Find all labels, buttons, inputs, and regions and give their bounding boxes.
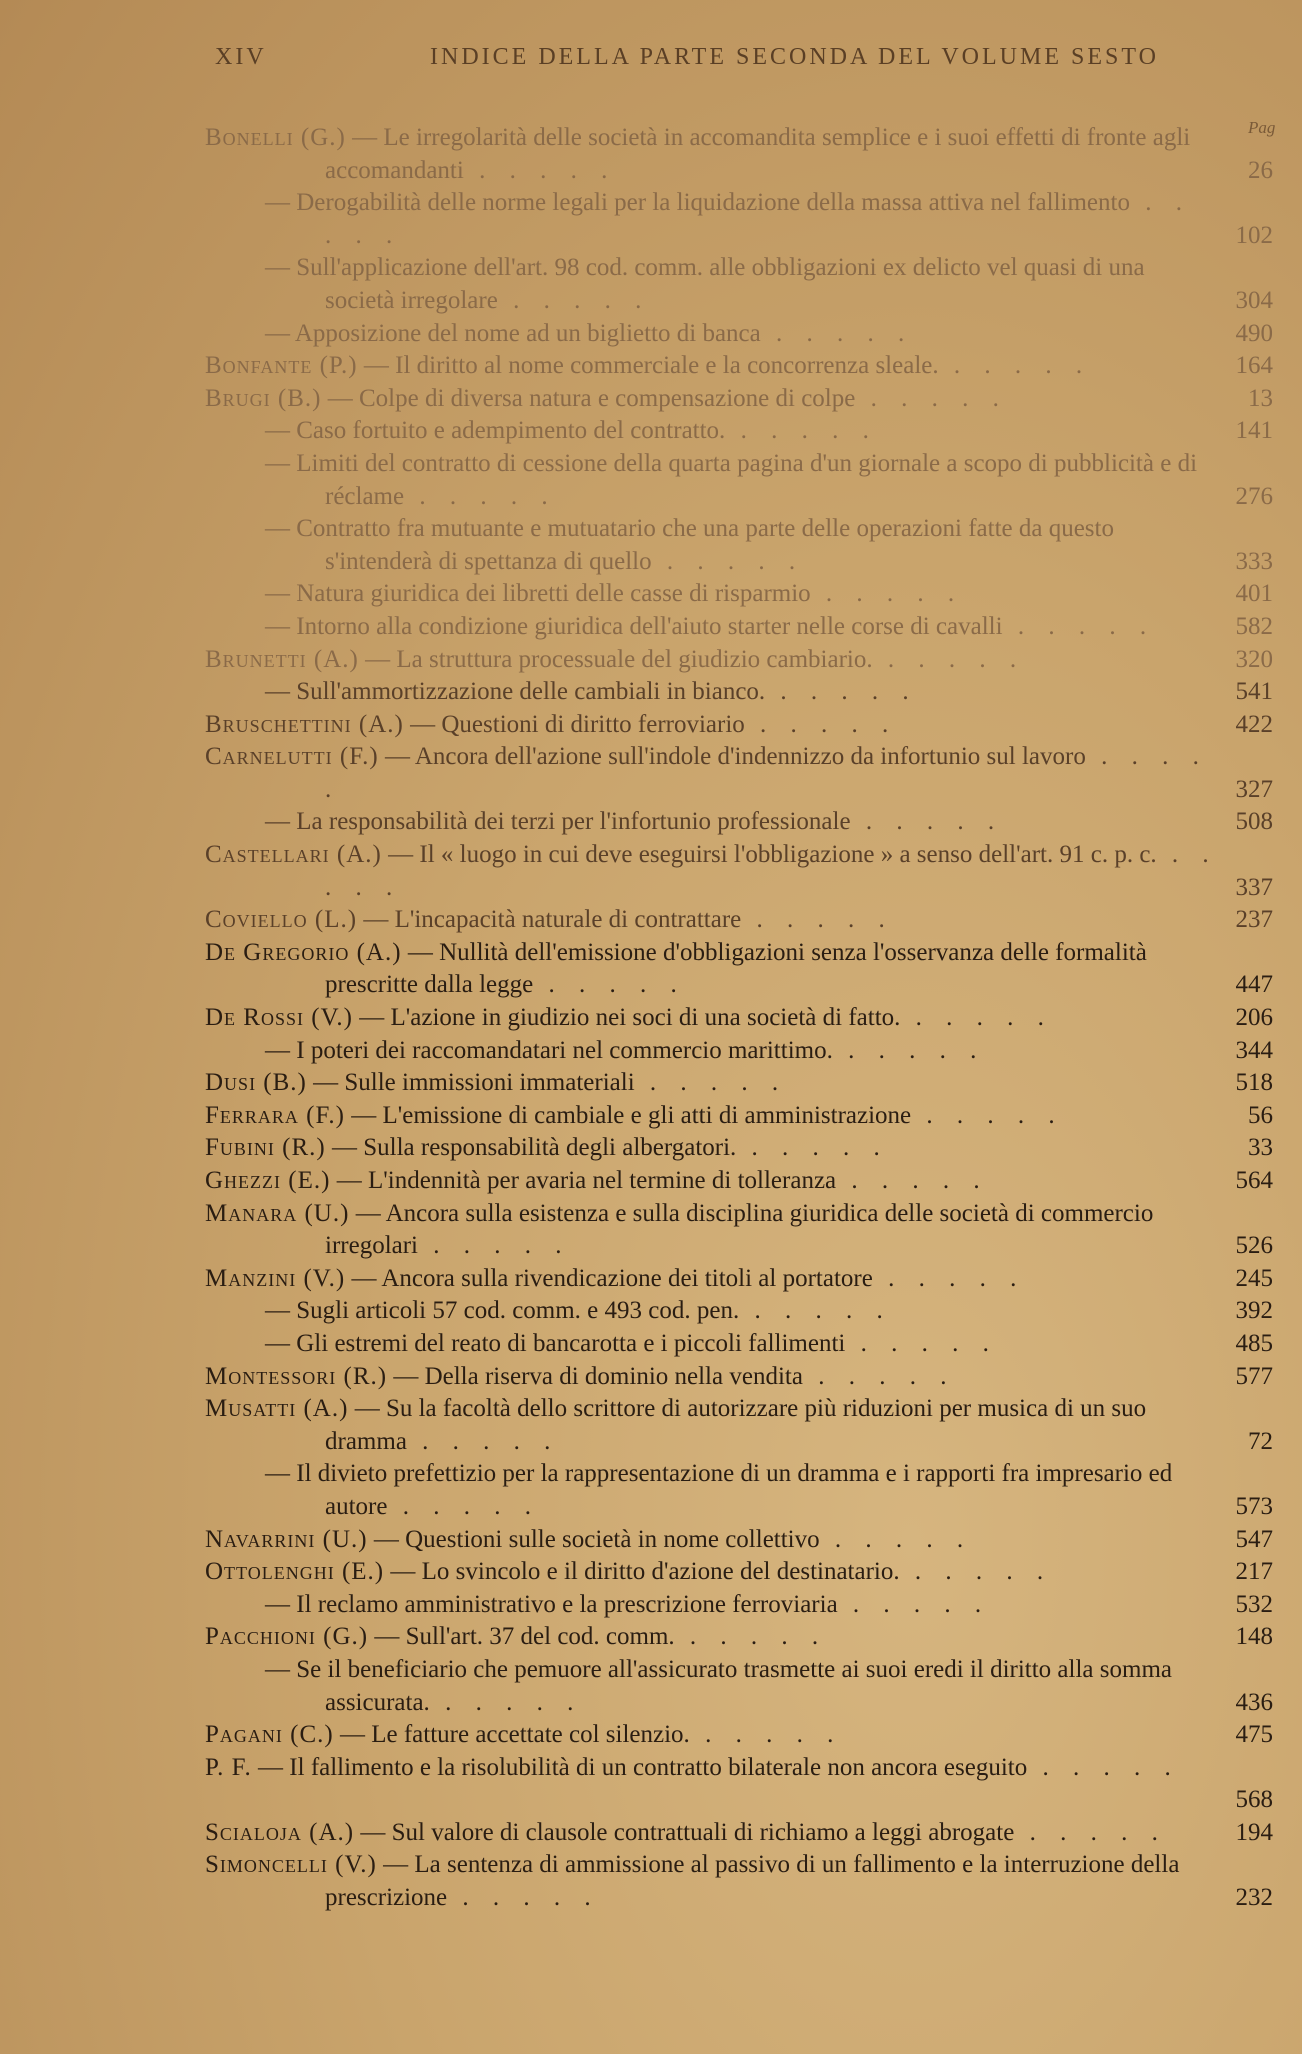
entry-page-number: 392 — [1235, 1297, 1273, 1325]
leader-dots: . . . . . — [832, 1036, 986, 1064]
leader-dots: . . . . . — [387, 1492, 540, 1520]
entry-page-number: 447 — [1235, 971, 1273, 999]
entry-title: Sull'applicazione dell'art. 98 cod. comm. alle obbligazioni ex delicto vel quasi di una società irregolare — [296, 254, 1145, 314]
entry-page-number: 206 — [1235, 1004, 1273, 1032]
index-entry — [205, 1198, 1273, 1263]
index-entry — [205, 1035, 1273, 1068]
leader-dots: . . . . . — [463, 156, 617, 184]
entry-page-number: 327 — [1235, 775, 1273, 803]
leader-dots: . . . . . — [325, 743, 1208, 803]
entry-title: Lo svincolo e il diritto d'azione del destinatario. — [421, 1558, 900, 1586]
entry-dash: — — [265, 678, 297, 706]
entry-author: Pacchioni (G.) — [205, 1623, 369, 1651]
entry-page-number: 237 — [1235, 906, 1273, 934]
index-entry — [205, 252, 1273, 317]
page-number: XIV — [215, 44, 267, 70]
entry-author: Dusi (B.) — [205, 1069, 307, 1097]
entry-author: Manzini (V.) — [205, 1264, 346, 1292]
index-entry — [205, 611, 1273, 644]
index-entry — [205, 1361, 1273, 1394]
leader-dots: . . . . . — [1027, 1753, 1180, 1781]
leader-dots: . . . . . — [736, 1134, 889, 1162]
entry-author: Manara (U.) — [205, 1199, 350, 1227]
index-entry — [205, 904, 1273, 937]
leader-dots: . . . . . — [1002, 612, 1156, 640]
entry-title: Sull'art. 37 del cod. comm. — [405, 1623, 675, 1651]
entry-title: Se il beneficiario che pemuore all'assicurato trasmette ai suoi eredi il diritto alla somma assicurata. — [296, 1655, 1172, 1716]
entry-title: Ancora sulla rivendicazione dei titoli al portatore — [381, 1264, 873, 1292]
entry-dash: — — [330, 1167, 368, 1194]
entry-title: La struttura processuale del giudizio cambiario. — [396, 645, 873, 673]
leader-dots: . . . . . — [836, 1167, 989, 1194]
index-entry — [205, 448, 1273, 513]
entry-dash: — — [265, 319, 295, 347]
leader-dots: . . . . . — [741, 906, 894, 934]
entry-title: Il divieto prefettizio per la rappresentazione di un dramma e i rapporti fra impresario ed autore — [296, 1460, 1173, 1520]
leader-dots: . . . . . — [872, 1264, 1026, 1292]
entry-dash: — — [265, 612, 297, 640]
leader-dots: . . . . . — [497, 286, 651, 314]
leader-dots: . . . . . — [429, 1688, 583, 1716]
entry-title: Nullità dell'emissione d'obbligazioni senza l'osservanza delle formalità prescritte dalla legge — [325, 938, 1147, 999]
index-entry — [205, 676, 1273, 709]
entry-dash: — — [344, 1101, 383, 1129]
entry-author: Carnelutti (F.) — [205, 743, 379, 771]
leader-dots: . . . . . — [651, 547, 805, 575]
leader-dots: . . . . . — [404, 482, 557, 510]
entry-page-number: 577 — [1235, 1362, 1273, 1390]
entry-page-number: 573 — [1235, 1492, 1273, 1520]
entry-page-number: 276 — [1235, 482, 1273, 510]
entry-dash: — — [367, 1525, 406, 1553]
entry-page-number: 582 — [1235, 612, 1273, 640]
index-entry — [205, 1849, 1273, 1914]
index-entry — [205, 318, 1273, 351]
entry-dash: — — [265, 1036, 297, 1064]
index-entry — [205, 1002, 1273, 1035]
entry-page-number: 436 — [1235, 1688, 1273, 1716]
entry-page-number: 547 — [1235, 1525, 1273, 1553]
entry-page-number: 526 — [1235, 1232, 1273, 1260]
entry-page-number: 344 — [1235, 1036, 1273, 1064]
entry-dash: — — [345, 1264, 382, 1292]
leader-dots: . . . . . — [739, 1297, 892, 1325]
leader-dots: . . . . . — [819, 1525, 973, 1553]
entry-title: Limiti del contratto di cessione della quarta pagina d'un giornale a scopo di pubblicità e di réclame — [296, 449, 1198, 510]
index-entry — [205, 1393, 1273, 1458]
index-entry — [205, 1556, 1273, 1589]
entry-dash: — — [357, 352, 396, 380]
entry-title: Intorno alla condizione giuridica dell'aiuto starter nelle corse di cavalli — [296, 612, 1003, 640]
entry-page-number: 164 — [1235, 352, 1273, 380]
leader-dots: . . . . . — [725, 417, 878, 445]
entry-dash: — — [333, 1721, 372, 1749]
entry-dash: — — [378, 743, 415, 771]
entry-title: Il reclamo amministrativo e la prescrizione ferroviaria — [296, 1590, 838, 1618]
entry-page-number: 56 — [1248, 1101, 1273, 1129]
leader-dots: . . . . . — [406, 1427, 560, 1455]
index-entry — [205, 741, 1273, 806]
entry-page-number: 422 — [1235, 710, 1273, 738]
entry-dash: — — [265, 515, 297, 543]
leader-dots: . . . . . — [872, 645, 1026, 673]
entry-page-number: 33 — [1248, 1134, 1273, 1162]
pag-column-label: Pag — [1248, 118, 1276, 137]
entry-title: L'incapacità naturale di contrattare — [394, 906, 742, 934]
index-entry — [205, 415, 1273, 448]
entry-title: Sulla responsabilità degli albergatori. — [363, 1134, 737, 1162]
entry-page-number: 194 — [1235, 1818, 1273, 1846]
leader-dots: . . . . . — [837, 1590, 991, 1618]
leader-dots: . . . . . — [325, 189, 1191, 249]
entry-title: Sull'ammortizzazione delle cambiali in bianco. — [296, 678, 766, 706]
leader-dots: . . . . . — [760, 319, 914, 347]
entry-dash: — — [349, 1199, 386, 1227]
entry-title: Ancora sulla esistenza e sulla disciplina giuridica delle società di commercio irregolari — [325, 1199, 1154, 1260]
entry-author: Bonelli (G.) — [205, 124, 346, 151]
entry-page-number: 148 — [1235, 1623, 1273, 1651]
header-title: INDICE DELLA PARTE SECONDA DEL VOLUME SESTO — [430, 44, 1159, 70]
leader-dots: . . . . . — [325, 841, 1218, 901]
leader-dots: . . . . . — [1014, 1818, 1167, 1846]
entry-title: La sentenza di ammissione al passivo di un fallimento e la interruzione della prescrizione — [325, 1851, 1180, 1911]
entry-title: I poteri dei raccomandatari nel commercio marittimo. — [296, 1036, 833, 1064]
leader-dots: . . . . . — [850, 808, 1004, 836]
entry-dash: — — [384, 1558, 422, 1586]
index-entry — [205, 937, 1273, 1002]
leader-dots: . . . . . — [674, 1623, 828, 1651]
entry-dash: — — [265, 449, 297, 477]
entry-page-number: 475 — [1235, 1721, 1273, 1749]
entry-title: Il « luogo in cui deve eseguirsi l'obbligazione » a senso dell'art. 91 c. p. c. — [419, 841, 1157, 869]
entry-page-number: 320 — [1235, 645, 1273, 673]
entry-title: Sul valore di clausole contrattuali di richiamo a leggi abrogate — [391, 1818, 1015, 1846]
entry-dash: — — [265, 1655, 297, 1683]
entry-title: Le fatture accettate col silenzio. — [371, 1721, 690, 1749]
entry-title: L'azione in giudizio nei soci di una società di fatto. — [390, 1004, 901, 1032]
entry-author: Montessori (R.) — [205, 1362, 388, 1390]
entry-dash: — — [251, 1753, 290, 1781]
entry-author: Ghezzi (E.) — [205, 1167, 331, 1194]
entry-author: Pagani (C.) — [205, 1721, 334, 1749]
entry-title: Su la facoltà dello scrittore di autorizzare più riduzioni per musica di un suo dramma — [325, 1395, 1147, 1455]
entry-page-number: 485 — [1235, 1329, 1273, 1357]
entry-author: Brugi (B.) — [205, 384, 322, 412]
entry-dash: — — [265, 417, 297, 445]
index-entry — [205, 578, 1273, 611]
entry-title: Il fallimento e la risolubilità di un contratto bilaterale non ancora eseguito — [289, 1753, 1028, 1781]
entry-author: De Gregorio (A.) — [205, 938, 402, 966]
entry-title: L'indennità per avaria nel termine di tolleranza — [367, 1167, 837, 1194]
entry-author: Navarrini (U.) — [205, 1525, 368, 1553]
entry-page-number: 508 — [1235, 808, 1273, 836]
entry-title: Natura giuridica dei libretti delle casse di risparmio — [296, 580, 811, 608]
entry-author: Bonfante (P.) — [205, 352, 358, 380]
entry-dash: — — [348, 1395, 386, 1423]
entry-dash: — — [354, 1818, 392, 1846]
entry-dash: — — [265, 808, 297, 836]
entry-title: Contratto fra mutuante e mutuatario che una parte delle operazioni fatte da questo s'intenderà di spettanza di quello — [296, 515, 1114, 575]
entry-page-number: 518 — [1235, 1069, 1273, 1097]
entry-page-number: 102 — [1235, 221, 1273, 249]
entry-author: Scialoja (A.) — [205, 1818, 355, 1846]
entry-page-number: 26 — [1248, 156, 1273, 184]
index-entry — [205, 383, 1273, 416]
index-entry — [205, 513, 1273, 578]
entry-author: P. F. — [205, 1753, 252, 1781]
entry-title: Le irregolarità delle società in accomandita semplice e i suoi effetti di fronte agli accomandanti — [325, 124, 1191, 184]
entry-title: La responsabilità dei terzi per l'infortunio professionale — [296, 808, 851, 836]
entry-title: L'emissione di cambiale e gli atti di amministrazione — [382, 1101, 912, 1129]
leader-dots: . . . . . — [810, 580, 964, 608]
leader-dots: . . . . . — [899, 1558, 1053, 1586]
entry-author: Ottolenghi (E.) — [205, 1558, 385, 1586]
entry-page-number: 568 — [1235, 1786, 1273, 1814]
entry-page-number: 217 — [1235, 1558, 1273, 1586]
entry-dash: — — [387, 1362, 425, 1390]
entry-author: Brunetti (A.) — [205, 645, 359, 673]
leader-dots: . . . . . — [533, 971, 686, 999]
index-entry — [205, 1100, 1273, 1133]
index-entry — [205, 709, 1273, 742]
index-entry — [205, 122, 1273, 187]
entry-title: Apposizione del nome ad un biglietto di banca — [294, 319, 761, 347]
entry-author: Fubini (R.) — [205, 1134, 326, 1162]
entry-dash: — — [265, 1590, 297, 1618]
entry-page-number: 245 — [1235, 1264, 1273, 1292]
entry-title: Gli estremi del reato di bancarotta e i piccoli fallimenti — [296, 1329, 846, 1357]
entry-title: Sugli articoli 57 cod. comm. e 493 cod. pen. — [296, 1297, 740, 1325]
index-entry — [205, 1165, 1273, 1198]
entry-page-number: 490 — [1235, 319, 1273, 347]
leader-dots: . . . . . — [689, 1721, 843, 1749]
entry-title: Il diritto al nome commerciale e la concorrenza sleale. — [395, 352, 939, 380]
entry-dash: — — [352, 1004, 391, 1032]
entry-author: Bruschettini (A.) — [205, 710, 404, 738]
entry-dash: — — [265, 1460, 297, 1488]
entry-dash: — — [358, 645, 397, 673]
leader-dots: . . . . . — [634, 1069, 788, 1097]
entry-page-number: 564 — [1235, 1167, 1273, 1194]
entry-dash: — — [265, 189, 297, 217]
entry-dash: — — [345, 124, 384, 151]
index-entry — [205, 1589, 1273, 1622]
entry-page-number: 532 — [1235, 1590, 1273, 1618]
entry-title: Questioni di diritto ferroviario — [441, 710, 745, 738]
leader-dots: . . . . . — [744, 710, 898, 738]
entry-page-number: 337 — [1235, 873, 1273, 901]
entry-author: De Rossi (V.) — [205, 1004, 353, 1032]
index-entry — [205, 1458, 1273, 1523]
leader-dots: . . . . . — [447, 1883, 600, 1911]
index-entry — [205, 1067, 1273, 1100]
entry-page-number: 141 — [1235, 417, 1273, 445]
leader-dots: . . . . . — [900, 1004, 1053, 1032]
entry-dash: — — [265, 1329, 297, 1357]
entry-author: Ferrara (F.) — [205, 1101, 345, 1129]
entry-author: Simoncelli (V.) — [205, 1851, 377, 1879]
entry-page-number: 72 — [1248, 1427, 1273, 1455]
index-entry — [205, 1817, 1273, 1850]
leader-dots: . . . . . — [911, 1101, 1064, 1129]
entry-dash: — — [265, 254, 297, 282]
entry-title: Derogabilità delle norme legali per la liquidazione della massa attiva nel fallimento — [296, 189, 1130, 217]
entry-title: Questioni sulle società in nome collettivo — [405, 1525, 820, 1553]
index-entry — [205, 1752, 1273, 1817]
index-entry — [205, 1295, 1273, 1328]
entry-author: Coviello (L.) — [205, 906, 358, 934]
entry-page-number: 304 — [1235, 286, 1273, 314]
index-entry — [205, 806, 1273, 839]
leader-dots: . . . . . — [855, 384, 1008, 412]
index-entry — [205, 1719, 1273, 1752]
entry-dash: — — [321, 384, 359, 412]
index-entry — [205, 644, 1273, 677]
index-entry — [205, 1263, 1273, 1296]
entry-page-number: 333 — [1235, 547, 1273, 575]
entry-title: Colpe di diversa natura e compensazione di colpe — [359, 384, 856, 412]
entry-title: Ancora dell'azione sull'indole d'indennizzo da infortunio sul lavoro — [414, 743, 1086, 771]
entry-dash: — — [265, 580, 297, 608]
entry-dash: — — [306, 1069, 345, 1097]
leader-dots: . . . . . — [765, 678, 918, 706]
index-entry — [205, 1621, 1273, 1654]
entry-title: Caso fortuito e adempimento del contratto. — [296, 417, 726, 445]
entry-author: Musatti (A.) — [205, 1395, 349, 1423]
leader-dots: . . . . . — [802, 1362, 956, 1390]
index-entries — [205, 122, 1273, 1914]
entry-dash: — — [381, 841, 420, 869]
leader-dots: . . . . . — [845, 1329, 998, 1357]
entry-title: Sulle immissioni immateriali — [344, 1069, 635, 1097]
index-entry — [205, 1524, 1273, 1557]
index-entry — [205, 1132, 1273, 1165]
entry-dash: — — [376, 1851, 415, 1879]
entry-dash: — — [325, 1134, 364, 1162]
entry-dash: — — [401, 938, 440, 966]
entry-page-number: 541 — [1235, 678, 1273, 706]
index-entry — [205, 187, 1273, 252]
entry-dash: — — [357, 906, 395, 934]
entry-title: Della riserva di dominio nella vendita — [424, 1362, 803, 1390]
entry-dash: — — [368, 1623, 406, 1651]
entry-dash: — — [265, 1297, 297, 1325]
leader-dots: . . . . . — [418, 1232, 571, 1260]
entry-page-number: 401 — [1235, 580, 1273, 608]
entry-author: Castellari (A.) — [205, 841, 382, 869]
entry-page-number: 13 — [1248, 384, 1273, 412]
entry-page-number: 232 — [1235, 1883, 1273, 1911]
index-entry — [205, 350, 1273, 383]
index-entry — [205, 1328, 1273, 1361]
index-entry — [205, 1654, 1273, 1719]
leader-dots: . . . . . — [938, 352, 1092, 380]
entry-dash: — — [403, 710, 442, 738]
index-entry — [205, 839, 1273, 904]
